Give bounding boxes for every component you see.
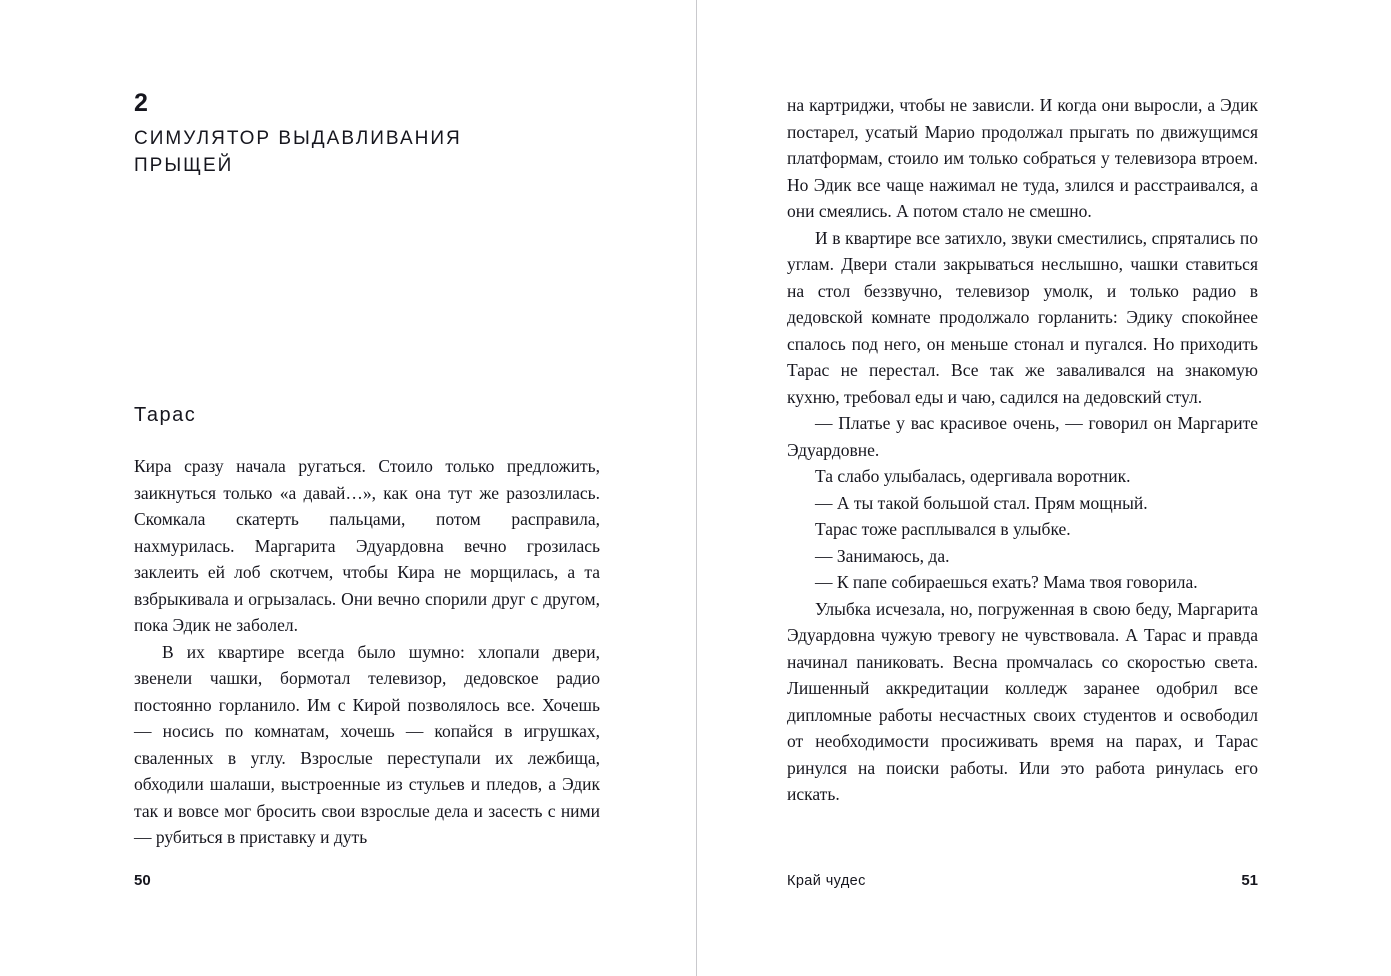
chapter-head [134, 88, 600, 179]
paragraph: — Платье у вас красивое очень, — говорил он Маргарите Эдуардовне. [787, 413, 1258, 460]
left-page-footer [134, 872, 600, 889]
running-footer-title: Край чудес [787, 873, 866, 889]
left-page-body [134, 453, 600, 851]
page-number-left: 50 [134, 872, 151, 889]
right-page-footer [787, 872, 1258, 889]
paragraph: — Занимаюсь, да. [815, 545, 950, 566]
chapter-title-line: СИМУЛЯТОР ВЫДАВЛИВАНИЯ [134, 128, 462, 150]
page-left [0, 0, 695, 976]
section-heading: Тарас [134, 404, 197, 426]
paragraph: — А ты такой большой стал. Прям мощный. [815, 492, 1148, 513]
chapter-title-line: ПРЫЩЕЙ [134, 155, 234, 177]
paragraph: на картриджи, чтобы не зависли. И когда они выросли, а Эдик постарел, усатый Марио продолжал прыгать по движущимся платформам, стоило им только собраться у телевизора втроем. Но Эдик все чаще нажимал не туда, злился и расстраивался, а они смеялись. А потом стало не смешно. [787, 95, 1258, 221]
chapter-title [134, 125, 600, 179]
paragraph: В их квартире всегда было шумно: хлопали двери, звенели чашки, бормотал телевизор, дедовское радио постоянно горланило. Им с Кирой позволялось все. Хочешь — носись по комнатам, хочешь — копайся в игрушках, сваленных в углу. Взрослые переступали их лежбища, обходили шалаши, выстроенные из стульев и пледов, а Эдик так и вовсе мог бросить свои взрослые дела и засесть с ними — рубиться в приставку и дуть [134, 641, 600, 847]
page-number-right: 51 [1241, 872, 1258, 889]
page-divider [696, 0, 697, 976]
paragraph: И в квартире все затихло, звуки сместились, спрятались по углам. Двери стали закрываться неслышно, чашки ставиться на стол беззвучно, телевизор умолк, и только радио в дедовской комнате продолжало горланить: Эдику спокойнее спалось под него, он меньше стонал и пугался. Но приходить Тарас не перестал. Все так же заваливался на знакомую кухню, требовал еды и чаю, садился на дедовский стул. [787, 227, 1258, 407]
paragraph: — К папе собираешься ехать? Мама твоя говорила. [815, 572, 1198, 592]
paragraph: Кира сразу начала ругаться. Стоило только предложить, заикнуться только «а давай…», как она тут же разозлилась. Скомкала скатерть пальцами, потом расправила, нахмурилась. Маргарита Эдуардовна вечно грозилась заклеить ей лоб скотчем, чтобы Кира не морщилась, а та взбрыкивала и огрызалась. Они вечно спорили друг с другом, пока Эдик не заболел. [134, 456, 600, 635]
chapter-number: 2 [134, 89, 148, 117]
paragraph: Улыбка исчезала, но, погруженная в свою беду, Маргарита Эдуардовна чужую тревогу не чувствовала. А Тарас и правда начинал паниковать. Весна промчалась со скоростью света. Лишенный аккредитации колледж заранее одобрил все дипломные работы несчастных своих студентов и освободил от необходимости просиживать время на парах, и Тарас ринулся на поиски работы. Или это работа ринулась его искать. [787, 598, 1258, 804]
page-right [696, 0, 1391, 976]
right-page-body [787, 92, 1258, 808]
paragraph: Тарас тоже расплывался в улыбке. [815, 519, 1071, 539]
paragraph: Та слабо улыбалась, одергивала воротник. [815, 466, 1131, 486]
